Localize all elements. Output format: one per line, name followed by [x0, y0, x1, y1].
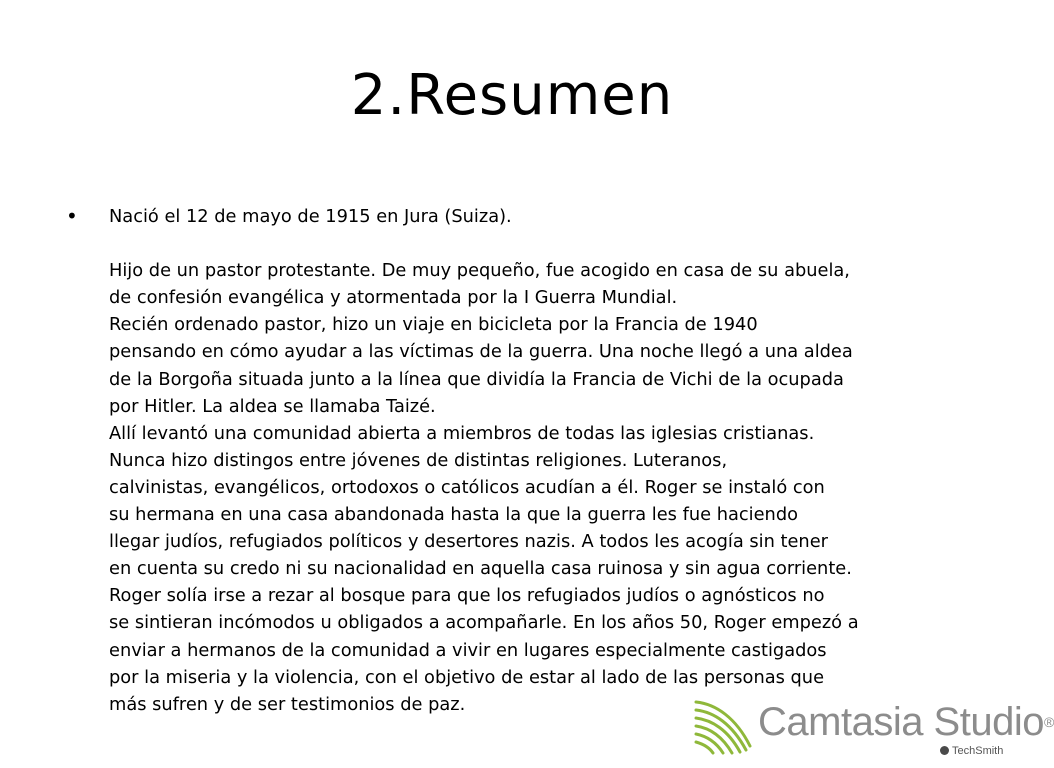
body-line: llegar judíos, refugiados políticos y desertores nazis. A todos les acogía sin tener	[109, 531, 828, 553]
body-line: de la Borgoña situada junto a la línea que dividía la Francia de Vichi de la ocupada	[109, 368, 844, 390]
body-line: enviar a hermanos de la comunidad a vivir en lugares especialmente castigados	[109, 639, 827, 661]
camtasia-logo-text: Camtasia Studio®	[758, 700, 1054, 744]
techsmith-mark-icon	[940, 746, 949, 755]
body-line: su hermana en una casa abandonada hasta la que la guerra les fue haciendo	[109, 504, 798, 526]
camtasia-watermark	[692, 696, 1054, 762]
body-line: en cuenta su credo ni su nacionalidad en aquella casa ruinosa y sin agua corriente.	[109, 558, 852, 580]
body-line: de confesión evangélica y atormentada por la I Guerra Mundial.	[109, 287, 678, 309]
body-line: se sintieran incómodos u obligados a acompañarle. En los años 50, Roger empezó a	[109, 612, 859, 634]
techsmith-brand: TechSmith	[940, 744, 1003, 758]
body-line: Allí levantó una comunidad abierta a miembros de todas las iglesias cristianas.	[109, 422, 815, 444]
body-line: Nunca hizo distingos entre jóvenes de distintas religiones. Luteranos,	[109, 449, 728, 471]
body-spacer	[109, 230, 989, 257]
body-line: Recién ordenado pastor, hizo un viaje en bicicleta por la Francia de 1940	[109, 314, 758, 336]
body-line: por Hitler. La aldea se llamaba Taizé.	[109, 395, 436, 417]
body-line: más sufren y de ser testimonios de paz.	[109, 693, 466, 715]
body-line: Roger solía irse a rezar al bosque para que los refugiados judíos o agnósticos no	[109, 585, 825, 607]
bullet-marker: •	[66, 204, 78, 228]
body-line: calvinistas, evangélicos, ortodoxos o católicos acudían a él. Roger se instaló con	[109, 476, 825, 498]
slide-body	[109, 203, 989, 718]
body-line: pensando en cómo ayudar a las víctimas de la guerra. Una noche llegó a una aldea	[109, 341, 853, 363]
body-line: por la miseria y la violencia, con el objetivo de estar al lado de las personas que	[109, 666, 825, 688]
body-line: Nació el 12 de mayo de 1915 en Jura (Suiza).	[109, 206, 512, 227]
camtasia-swoosh-icon	[692, 696, 754, 756]
slide-title: 2.Resumen	[350, 63, 674, 128]
body-line: Hijo de un pastor protestante. De muy pequeño, fue acogido en casa de su abuela,	[109, 260, 850, 282]
